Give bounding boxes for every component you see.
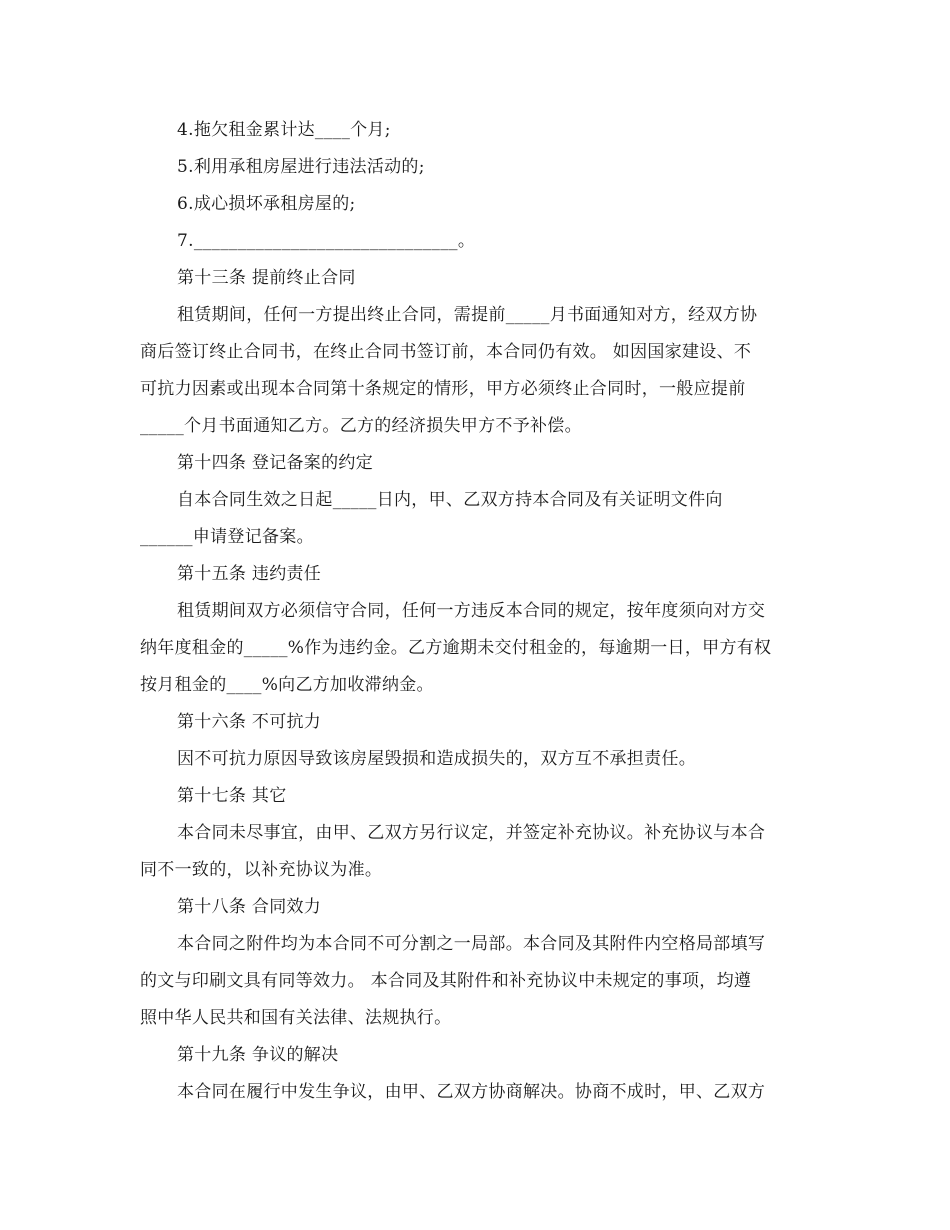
clause-line: 4.拖欠租金累计达____个月; [177,120,391,140]
paragraph-line: 本合同之附件均为本合同不可分割之一局部。本合同及其附件内空格局部填写 [177,934,766,954]
paragraph-line: 商后签订终止合同书，在终止合同书签订前，本合同仍有效。 如因国家建设、不 [140,342,752,362]
clause-line: 7.______________________________。 [177,231,476,251]
paragraph-line: ______申请登记备案。 [140,527,314,547]
paragraph-line: 因不可抗力原因导致该房屋毁损和造成损失的，双方互不承担责任。 [177,749,696,769]
paragraph-line: 照中华人民共和国有关法律、法规执行。 [140,1008,452,1028]
article-heading: 第十七条 其它 [177,786,287,806]
document-body [140,112,820,1111]
paragraph-line: 按月租金的____%向乙方加收滞纳金。 [140,675,434,695]
article-heading: 第十九条 争议的解决 [177,1045,339,1065]
article-heading: 第十六条 不可抗力 [177,712,322,732]
paragraph-line: 本合同在履行中发生争议，由甲、乙双方协商解决。协商不成时，甲、乙双方 [177,1082,766,1102]
paragraph-line: 本合同未尽事宜，由甲、乙双方另行议定，并签定补充协议。补充协议与本合 [177,823,766,843]
paragraph-line: 租赁期间，任何一方提出终止合同，需提前_____月书面通知对方，经双方协 [177,305,758,325]
paragraph-line: 自本合同生效之日起_____日内，甲、乙双方持本合同及有关证明文件向 [177,490,723,510]
clause-line: 5.利用承租房屋进行违法活动的; [177,157,425,177]
paragraph-line: 纳年度租金的_____%作为违约金。乙方逾期未交付租金的，每逾期一日，甲方有权 [140,638,772,658]
article-heading: 第十八条 合同效力 [177,897,322,917]
clause-line: 6.成心损坏承租房屋的; [177,194,356,214]
paragraph-line: 的文与印刷文具有同等效力。 本合同及其附件和补充协议中未规定的事项，均遵 [140,971,752,991]
article-heading: 第十三条 提前终止合同 [177,268,356,288]
paragraph-line: 租赁期间双方必须信守合同，任何一方违反本合同的规定，按年度须向对方交 [177,601,766,621]
paragraph-line: _____个月书面通知乙方。乙方的经济损失甲方不予补偿。 [140,416,582,436]
article-heading: 第十四条 登记备案的约定 [177,453,374,473]
article-heading: 第十五条 违约责任 [177,564,322,584]
paragraph-line: 同不一致的，以补充协议为准。 [140,860,383,880]
paragraph-line: 可抗力因素或出现本合同第十条规定的情形，甲方必须终止合同时，一般应提前 [140,379,746,399]
